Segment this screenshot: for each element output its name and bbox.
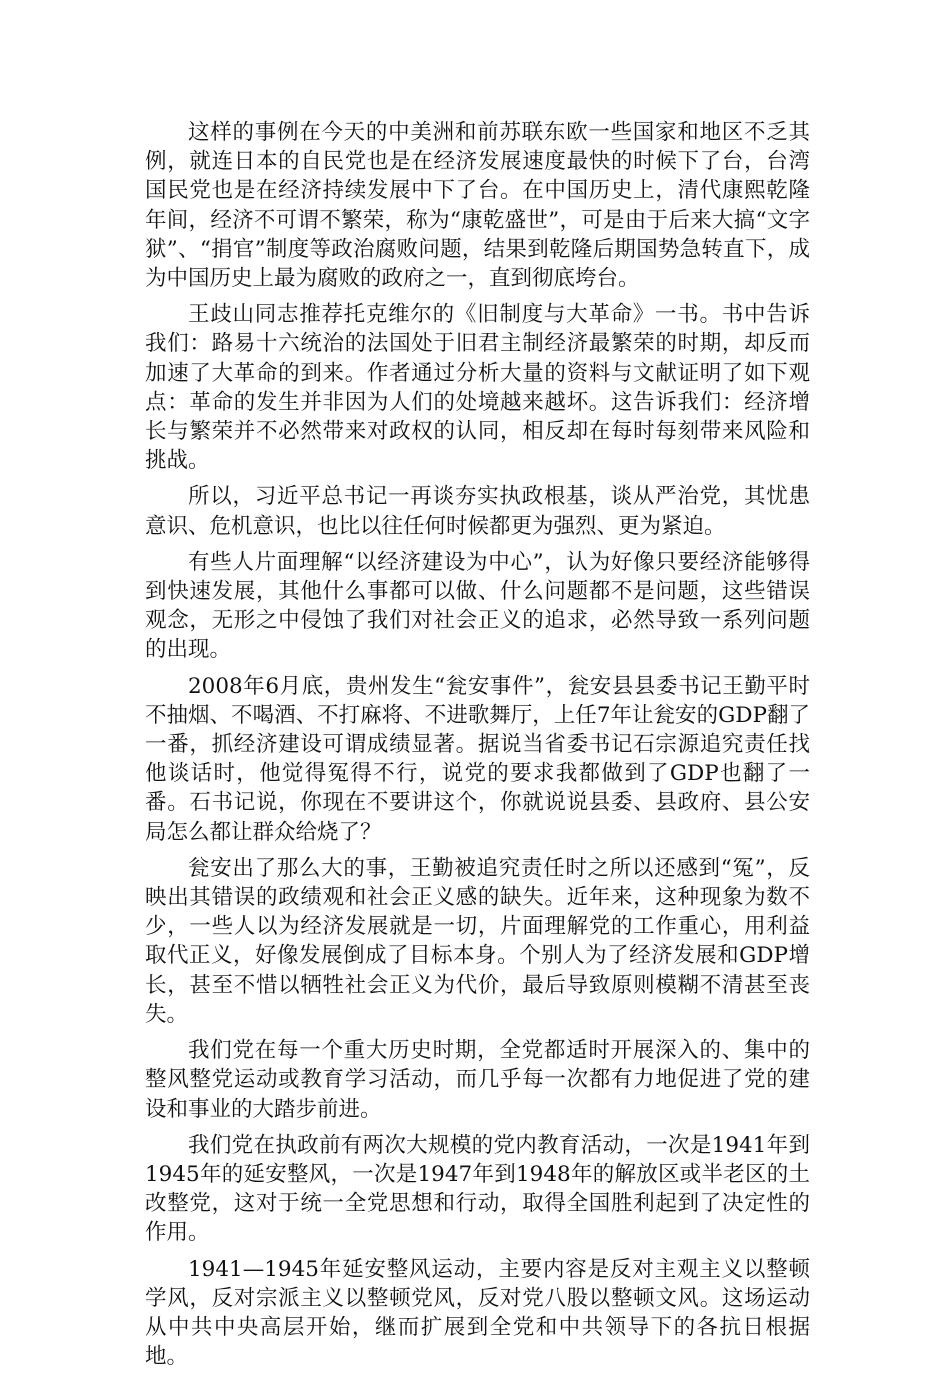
paragraph-wang-qin-analysis: 瓮安出了那么大的事，王勤被追究责任时之所以还感到“冤”，反映出其错误的政绩观和社会正义感的缺失。近年来，这种现象为数不少，一些人以为经济发展就是一切，片面理解党的工作重心，用利益取代正义，好像发展倒成了目标本身。个别人为了经济发展和GDP增长，甚至不惜以牺牲社会正义为代价，最后导致原则模糊不清甚至丧失。 [145,855,810,1027]
paragraph-economic-center-misunderstanding: 有些人片面理解“以经济建设为中心”，认为好像只要经济能够得到快速发展，其他什么事都可以做、什么问题都不是问题，这些错误观念，无形之中侵蚀了我们对社会正义的追求，必然导致一系列问题的出现。 [145,549,810,663]
paragraph-rectification-movements: 我们党在每一个重大历史时期，全党都适时开展深入的、集中的整风整党运动或教育学习活动，而几乎每一次都有力地促进了党的建设和事业的大踏步前进。 [145,1038,810,1122]
document-body [145,118,810,1378]
paragraph-strict-party-governance: 所以，习近平总书记一再谈夯实执政根基，谈从严治党，其忧患意识、危机意识，也比以往任何时候都更为强烈、更为紧迫。 [145,484,810,539]
paragraph-two-education-campaigns: 我们党在执政前有两次大规模的党内教育活动，一次是1941年到1945年的延安整风，一次是1947年到1948年的解放区或半老区的土改整党，这对于统一全党思想和行动，取得全国胜利起到了决定性的作用。 [145,1132,810,1246]
paragraph-wengan-incident: 2008年6月底，贵州发生“瓮安事件”，瓮安县县委书记王勤平时不抽烟、不喝酒、不打麻将、不进歌舞厅，上任7年让瓮安的GDP翻了一番，抓经济建设可谓成绩显著。据说当省委书记石宗源追究责任找他谈话时，他觉得冤得不行，说党的要求我都做到了GDP也翻了一番。石书记说，你现在不要讲这个，你就说说县委、县政府、县公安局怎么都让群众给烧了？ [145,673,810,845]
paragraph-qing-dynasty-example: 这样的事例在今天的中美洲和前苏联东欧一些国家和地区不乏其例，就连日本的自民党也是在经济发展速度最快的时候下了台，台湾国民党也是在经济持续发展中下了台。在中国历史上，清代康熙乾隆年间，经济不可谓不繁荣，称为“康乾盛世”，可是由于后来大搞“文字狱”、“捐官”制度等政治腐败问题，结果到乾隆后期国势急转直下，成为中国历史上最为腐败的政府之一，直到彻底垮台。 [145,120,810,292]
paragraph-tocqueville-book: 王歧山同志推荐托克维尔的《旧制度与大革命》一书。书中告诉我们：路易十六统治的法国处于旧君主制经济最繁荣的时期，却反而加速了大革命的到来。作者通过分析大量的资料与文献证明了如下观点：革命的发生并非因为人们的处境越来越坏。这告诉我们：经济增长与繁荣并不必然带来对政权的认同，相反却在每时每刻带来风险和挑战。 [145,302,810,474]
paragraph-yanan-rectification: 1941—1945年延安整风运动，主要内容是反对主观主义以整顿学风，反对宗派主义以整顿党风，反对党八股以整顿文风。这场运动从中共中央高层开始，继而扩展到全党和中共领导下的各抗日根据地。 [145,1256,810,1370]
